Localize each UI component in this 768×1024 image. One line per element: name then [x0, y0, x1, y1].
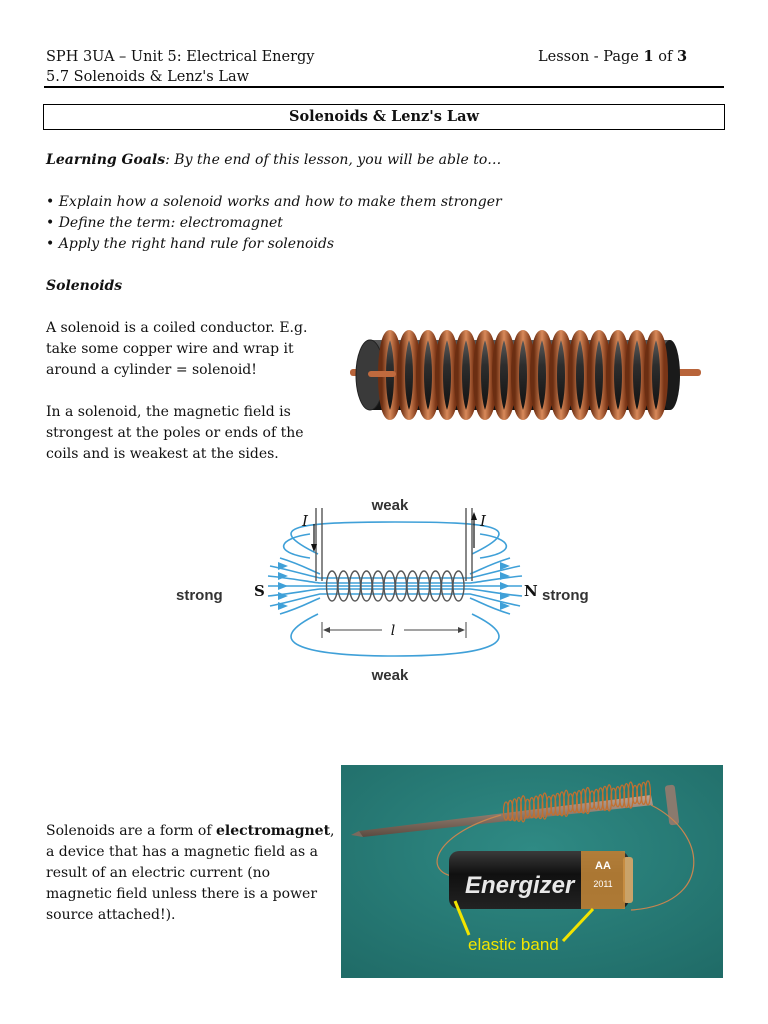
electromagnet-line-1: [46, 821, 335, 842]
electromagnet-line: magnetic field unless there is a power: [46, 886, 318, 902]
page-total: 3: [676, 48, 688, 65]
learning-goals-label: Learning Goals: [46, 152, 166, 168]
label-weak-top: weak: [371, 497, 409, 514]
page-current: 1: [643, 48, 654, 65]
electromagnet-line: a device that has a magnetic field as a: [46, 844, 318, 860]
learning-goals-text: : By the end of this lesson, you will be able to…: [165, 152, 502, 168]
para2-line: strongest at the poles or ends of the: [46, 425, 304, 441]
em-pre: Solenoids are a form of: [46, 823, 216, 839]
battery-size: AA: [595, 860, 611, 872]
solenoid-coil-image: [340, 318, 710, 428]
goal-item: • Explain how a solenoid works and how to make them stronger: [46, 194, 502, 210]
battery-brand: Energizer: [465, 872, 575, 899]
length-arrow-right: [458, 627, 465, 633]
magnetic-field-diagram: [160, 486, 610, 686]
label-length: l: [390, 623, 396, 639]
para1-line: take some copper wire and wrap it: [46, 341, 294, 357]
electromagnet-line: result of an electric current (no: [46, 865, 271, 881]
electromagnet-line: source attached!).: [46, 907, 176, 923]
label-current-right: I: [480, 512, 486, 530]
page-indicator: [538, 47, 687, 67]
em-bold: electromagnet: [215, 823, 331, 839]
para2-line: coils and is weakest at the sides.: [46, 446, 279, 462]
para1-line: around a cylinder = solenoid!: [46, 362, 257, 378]
page-sep: of: [653, 49, 677, 65]
course-title: SPH 3UA – Unit 5: Electrical Energy: [46, 49, 315, 65]
lesson-title: Solenoids & Lenz's Law: [43, 104, 725, 130]
label-weak-bottom: weak: [371, 667, 409, 684]
label-current-left: I: [302, 512, 308, 530]
lesson-prefix: Lesson - Page: [538, 49, 644, 65]
label-pole-n: N: [524, 582, 538, 600]
battery: [449, 851, 633, 909]
goal-item: • Apply the right hand rule for solenoids: [46, 236, 335, 252]
elastic-band-label: elastic band: [468, 935, 559, 954]
para1-line: A solenoid is a coiled conductor. E.g.: [46, 320, 308, 336]
wire-leads: [316, 508, 472, 581]
solenoids-heading: Solenoids: [46, 278, 123, 294]
learning-goals-intro: [46, 150, 501, 171]
length-arrow-left: [323, 627, 330, 633]
label-strong-left: strong: [176, 587, 223, 604]
em-post: ,: [330, 823, 335, 839]
section-title: 5.7 Solenoids & Lenz's Law: [46, 69, 250, 85]
header-rule: [44, 86, 724, 88]
goal-item: • Define the term: electromagnet: [46, 215, 283, 231]
electromagnet-photo: [341, 765, 723, 978]
para2-line: In a solenoid, the magnetic field is: [46, 404, 291, 420]
battery-code: 2011: [593, 879, 613, 889]
label-pole-s: S: [254, 582, 265, 600]
label-strong-right: strong: [542, 587, 589, 604]
